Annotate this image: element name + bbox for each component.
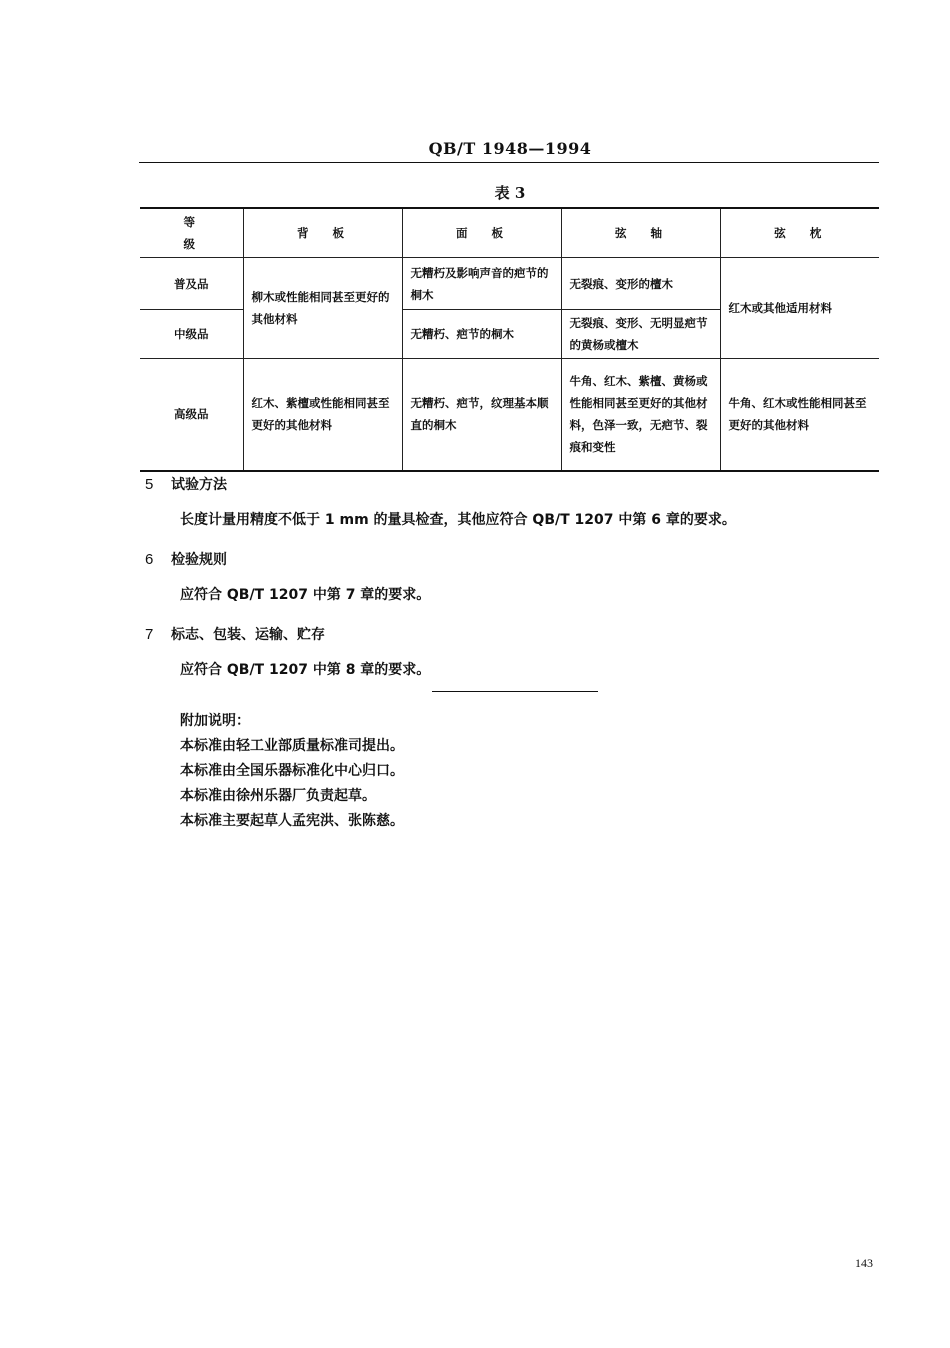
- column-header: 面板: [402, 208, 561, 258]
- note-line: 本标准由轻工业部质量标准司提出。: [180, 738, 404, 754]
- end-rule: [432, 691, 598, 692]
- table-caption: 表 3: [494, 184, 526, 202]
- section-7-body: 应符合 QB/T 1207 中第 8 章的要求。: [180, 662, 431, 678]
- section-5-heading: [145, 474, 227, 494]
- back-cell: 红木、紫檀或性能相同甚至更好的其他材料: [243, 359, 402, 471]
- grade-cell: 中级品: [140, 310, 243, 359]
- table-row: [140, 258, 879, 310]
- nut-cell: 牛角、红木或性能相同甚至更好的其他材料: [720, 359, 879, 471]
- section-number: 5: [145, 476, 154, 493]
- peg-cell: 无裂痕、变形、无明显疤节的黄杨或檀木: [561, 310, 720, 359]
- nut-cell: 红木或其他适用材料: [720, 258, 879, 359]
- section-6-heading: [145, 549, 227, 569]
- note-line: 本标准主要起草人孟宪洪、张陈慈。: [180, 813, 404, 829]
- section-title: 标志、包装、运输、贮存: [171, 627, 325, 643]
- section-7-heading: [145, 624, 325, 644]
- column-header: 弦轴: [561, 208, 720, 258]
- section-title: 检验规则: [171, 552, 227, 568]
- back-cell: 柳木或性能相同甚至更好的其他材料: [243, 258, 402, 359]
- notes-title: 附加说明：: [180, 713, 250, 729]
- face-cell: 无糟朽及影响声音的疤节的桐木: [402, 258, 561, 310]
- standard-code: QB/T 1948—1994: [428, 139, 592, 158]
- table-row: [140, 359, 879, 471]
- column-header: 等级: [140, 208, 243, 258]
- header-rule: [139, 162, 879, 163]
- section-6-body: 应符合 QB/T 1207 中第 7 章的要求。: [180, 587, 431, 603]
- face-cell: 无糟朽、疤节的桐木: [402, 310, 561, 359]
- column-header: 背板: [243, 208, 402, 258]
- section-title: 试验方法: [171, 477, 227, 493]
- grade-cell: 高级品: [140, 359, 243, 471]
- grade-cell: 普及品: [140, 258, 243, 310]
- section-number: 7: [145, 626, 154, 643]
- section-5-body: 长度计量用精度不低于 1 mm 的量具检查，其他应符合 QB/T 1207 中第 6 章的要求。: [180, 512, 736, 528]
- peg-cell: 无裂痕、变形的檀木: [561, 258, 720, 310]
- section-number: 6: [145, 551, 154, 568]
- grade-materials-table: [140, 207, 879, 472]
- table-header-row: [140, 208, 879, 258]
- face-cell: 无糟朽、疤节，纹理基本顺直的桐木: [402, 359, 561, 471]
- note-line: 本标准由全国乐器标准化中心归口。: [180, 763, 404, 779]
- column-header: 弦枕: [720, 208, 879, 258]
- peg-cell: 牛角、红木、紫檀、黄杨或性能相同甚至更好的其他材料，色泽一致，无疤节、裂痕和变性: [561, 359, 720, 471]
- page-number: 143: [855, 1256, 873, 1270]
- note-line: 本标准由徐州乐器厂负责起草。: [180, 788, 376, 804]
